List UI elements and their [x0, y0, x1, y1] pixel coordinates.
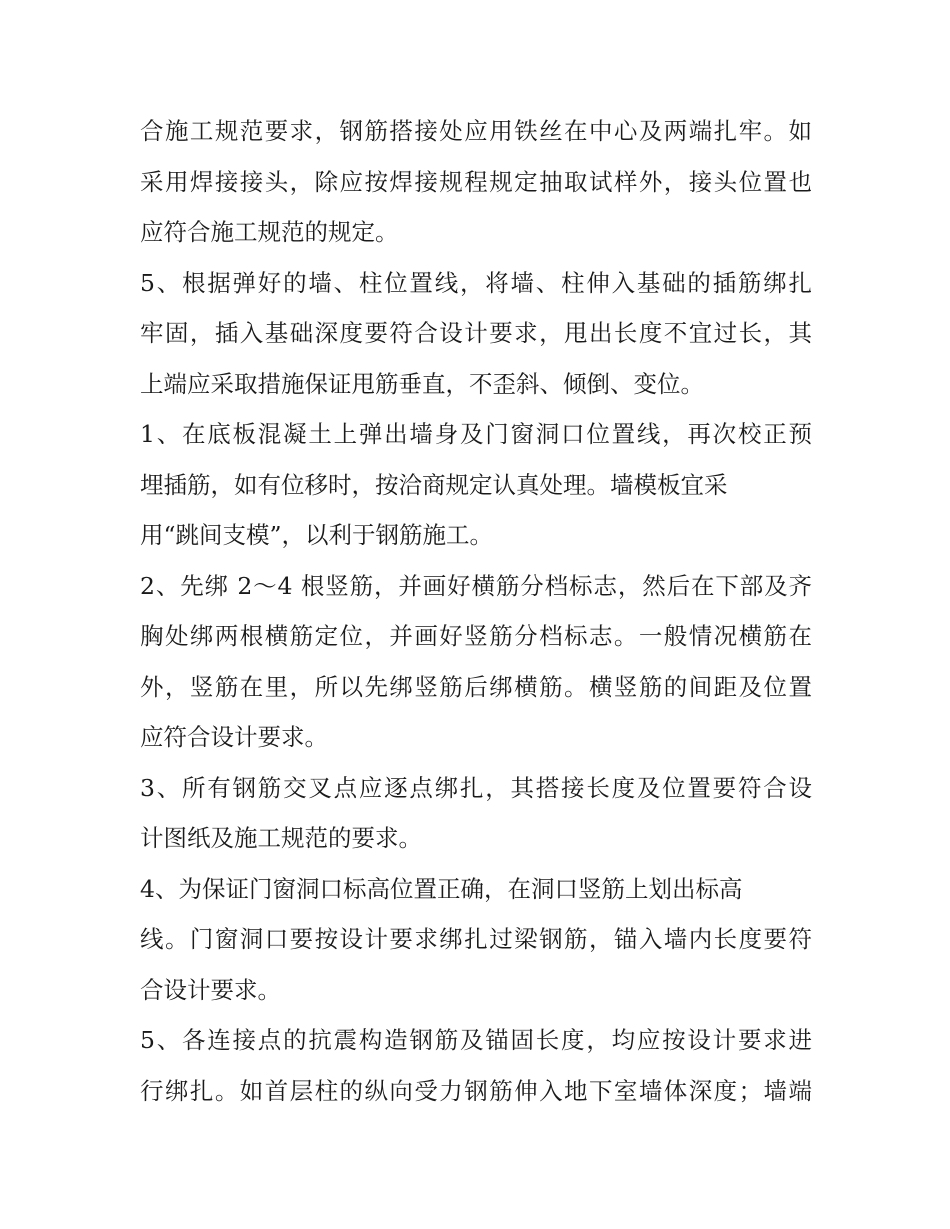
text-line: 线。门窗洞口要按设计要求绑扎过梁钢筋，锚入墙内长度要符	[140, 925, 812, 953]
text-line: 采用焊接接头，除应按焊接规程规定抽取试样外，接头位置也	[140, 167, 812, 196]
text-line: 4、为保证门窗洞口标高位置正确，在洞口竖筋上划出标高	[140, 874, 743, 903]
text-line: 应符合施工规范的规定。	[140, 218, 399, 246]
text-line: 5、各连接点的抗震构造钢筋及锚固长度，均应按设计要求进	[140, 1026, 812, 1054]
text-line: 3、所有钢筋交叉点应逐点绑扎，其搭接长度及位置要符合设	[140, 773, 812, 802]
text-line: 用“跳间支模”，以利于钢筋施工。	[140, 521, 494, 549]
text-line: 胸处绑两根横筋定位，并画好竖筋分档标志。一般情况横筋在	[140, 622, 812, 650]
body-text	[140, 106, 812, 1116]
text-line: 2、先绑 2～4 根竖筋，并画好横筋分档标志，然后在下部及齐	[140, 571, 812, 600]
text-line: 埋插筋，如有位移时，按洽商规定认真处理。墙模板宜采	[140, 470, 728, 499]
text-line: 外，竖筋在里，所以先绑竖筋后绑横筋。横竖筋的间距及位置	[140, 672, 812, 701]
text-line: 合施工规范要求，钢筋搭接处应用铁丝在中心及两端扎牢。如	[140, 117, 812, 145]
text-line: 1、在底板混凝土上弹出墙身及门窗洞口位置线，再次校正预	[140, 420, 812, 448]
text-line: 牢固，插入基础深度要符合设计要求，甩出长度不宜过长，其	[140, 319, 812, 347]
text-line: 合设计要求。	[140, 975, 281, 1004]
text-line: 5、根据弹好的墙、柱位置线，将墙、柱伸入基础的插筋绑扎	[140, 268, 812, 297]
text-line: 行绑扎。如首层柱的纵向受力钢筋伸入地下室墙体深度；墙端	[140, 1076, 812, 1105]
text-line: 计图纸及施工规范的要求。	[140, 824, 422, 852]
text-line: 上端应采取措施保证甩筋垂直，不歪斜、倾倒、变位。	[140, 369, 704, 398]
text-line: 应符合设计要求。	[140, 723, 328, 751]
